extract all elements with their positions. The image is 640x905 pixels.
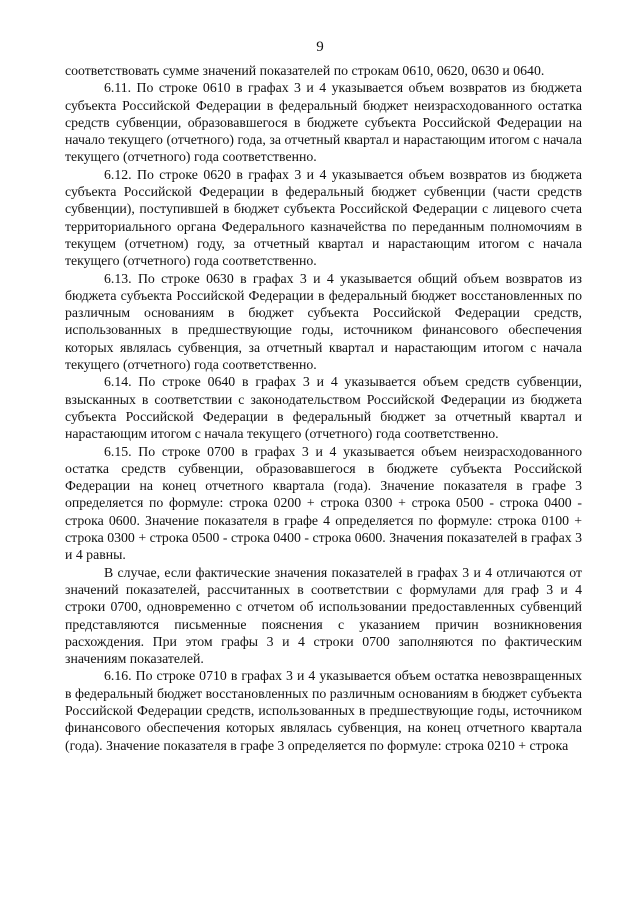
paragraph-6-14: 6.14. По строке 0640 в графах 3 и 4 указывается объем средств субвенции, взысканных в соответствии с законодательством Российской Федерации из бюджета субъекта Российской Федерации в федеральный бюджет за отчетный квартал и нарастающим итогом с начала текущего (отчетного) года соответственно. [65, 374, 582, 442]
document-body [65, 62, 582, 754]
paragraph-continuation: соответствовать сумме значений показателей по строкам 0610, 0620, 0630 и 0640. [65, 63, 545, 78]
paragraph-6-11: 6.11. По строке 0610 в графах 3 и 4 указывается объем возвратов из бюджета субъекта Российской Федерации в федеральный бюджет неизрасходованного остатка средств субвенции, образовавшегося в бюджете субъекта Российской Федерации на начало текущего (отчетного) года, за отчетный квартал и нарастающим итогом с начала текущего (отчетного) года соответственно. [65, 80, 582, 165]
paragraph-discrepancy-note: В случае, если фактические значения показателей в графах 3 и 4 отличаются от значений показателей, рассчитанных в соответствии с формулами для граф 3 и 4 строки 0700, одновременно с отчетом об использовании предоставленных субвенций представляются письменные пояснения с указанием причин возникновения расхождения. При этом графы 3 и 4 строки 0700 заполняются по фактическим значениям показателей. [65, 564, 582, 667]
paragraph-6-12: 6.12. По строке 0620 в графах 3 и 4 указывается объем возвратов из бюджета субъекта Российской Федерации в федеральный бюджет субвенции (части средств субвенции), поступившей в бюджет субъекта Российской Федерации с лицевого счета территориального органа Федерального казначейства по переданным полномочиям в текущем (отчетном) году, за отчетный квартал и нарастающим итогом с начала текущего (отчетного) года соответственно. [65, 166, 582, 269]
page-number: 9 [316, 39, 324, 55]
paragraph-6-13: 6.13. По строке 0630 в графах 3 и 4 указывается общий объем возвратов из бюджета субъекта Российской Федерации в федеральный бюджет восстановленных по различным основаниям в бюджет субъекта Российской Федерации средств, использованных в предшествующие годы, источником финансового обеспечения которых являлась субвенция, за отчетный квартал и нарастающим итогом с начала текущего (отчетного) года соответственно. [65, 270, 582, 373]
paragraph-6-16: 6.16. По строке 0710 в графах 3 и 4 указывается объем остатка невозвращенных в федеральный бюджет восстановленных по различным основаниям в бюджет субъекта Российской Федерации средств, использованных в предшествующие годы, источником финансового обеспечения которых являлась субвенция, на конец отчетного квартала (года). Значение показателя в графе 3 определяется по формуле: строка 0210 + строка [65, 668, 582, 753]
paragraph-6-15: 6.15. По строке 0700 в графах 3 и 4 указывается объем неизрасходованного остатка средств субвенции, образовавшегося в бюджете субъекта Российской Федерации на конец отчетного квартала (года). Значение показателя в графе 3 определяется по формуле: строка 0200 + строка 0300 + строка 0500 - строка 0400 - строка 0600. Значение показателя в графе 4 определяется по формуле: строка 0100 + строка 0300 + строка 0500 - строка 0400 - строка 0600. Значения показателей в графах 3 и 4 равны. [65, 443, 582, 563]
